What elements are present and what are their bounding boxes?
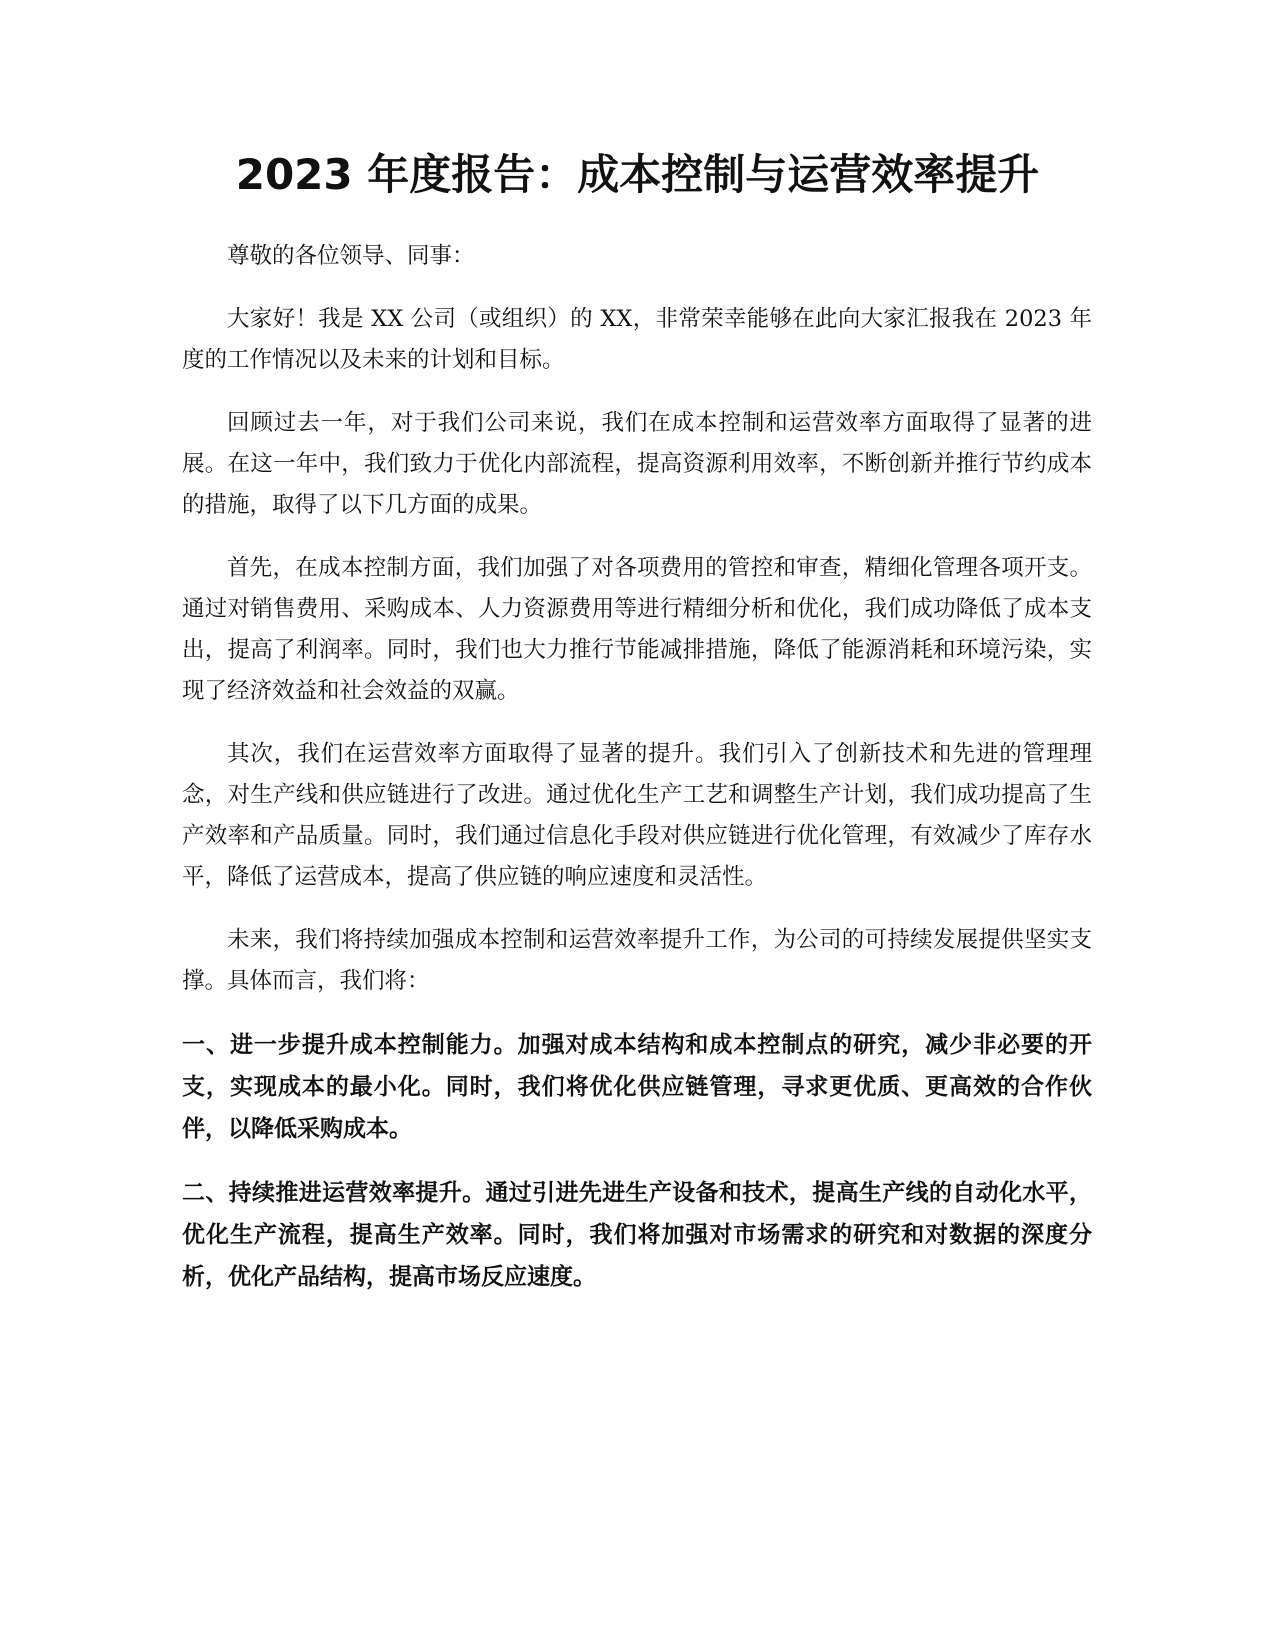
paragraph-operational-efficiency: 其次，我们在运营效率方面取得了显著的提升。我们引入了创新技术和先进的管理理念，对生产线和供应链进行了改进。通过优化生产工艺和调整生产计划，我们成功提高了生产效率和产品质量。同时，我们通过信息化手段对供应链进行优化管理，有效减少了库存水平，降低了运营成本，提高了供应链的响应速度和灵活性。	[182, 741, 1092, 890]
plan-item-operational-efficiency: 二、持续推进运营效率提升。通过引进先进生产设备和技术，提高生产线的自动化水平，优化生产流程，提高生产效率。同时，我们将加强对市场需求的研究和对数据的深度分析，优化产品结构，提高市场反应速度。	[182, 1180, 1092, 1290]
paragraph-review: 回顾过去一年，对于我们公司来说，我们在成本控制和运营效率方面取得了显著的进展。在这一年中，我们致力于优化内部流程，提高资源利用效率，不断创新并推行节约成本的措施，取得了以下几方面的成果。	[182, 410, 1092, 518]
document-body	[182, 236, 1092, 1320]
salutation: 尊敬的各位领导、同事：	[227, 243, 475, 269]
plan-item-cost-control: 一、进一步提升成本控制能力。加强对成本结构和成本控制点的研究，减少非必要的开支，实现成本的最小化。同时，我们将优化供应链管理，寻求更优质、更高效的合作伙伴，以降低采购成本。	[182, 1032, 1092, 1142]
paragraph-cost-control: 首先，在成本控制方面，我们加强了对各项费用的管控和审查，精细化管理各项开支。通过对销售费用、采购成本、人力资源费用等进行精细分析和优化，我们成功降低了成本支出，提高了利润率。同时，我们也大力推行节能减排措施，降低了能源消耗和环境污染，实现了经济效益和社会效益的双赢。	[182, 555, 1092, 704]
paragraph-greeting: 大家好！我是 XX 公司（或组织）的 XX，非常荣幸能够在此向大家汇报我在 2023 年度的工作情况以及未来的计划和目标。	[182, 306, 1092, 373]
document-title: 2023 年度报告：成本控制与运营效率提升	[235, 150, 1040, 199]
paragraph-future-plan: 未来，我们将持续加强成本控制和运营效率提升工作，为公司的可持续发展提供坚实支撑。具体而言，我们将：	[182, 927, 1092, 994]
